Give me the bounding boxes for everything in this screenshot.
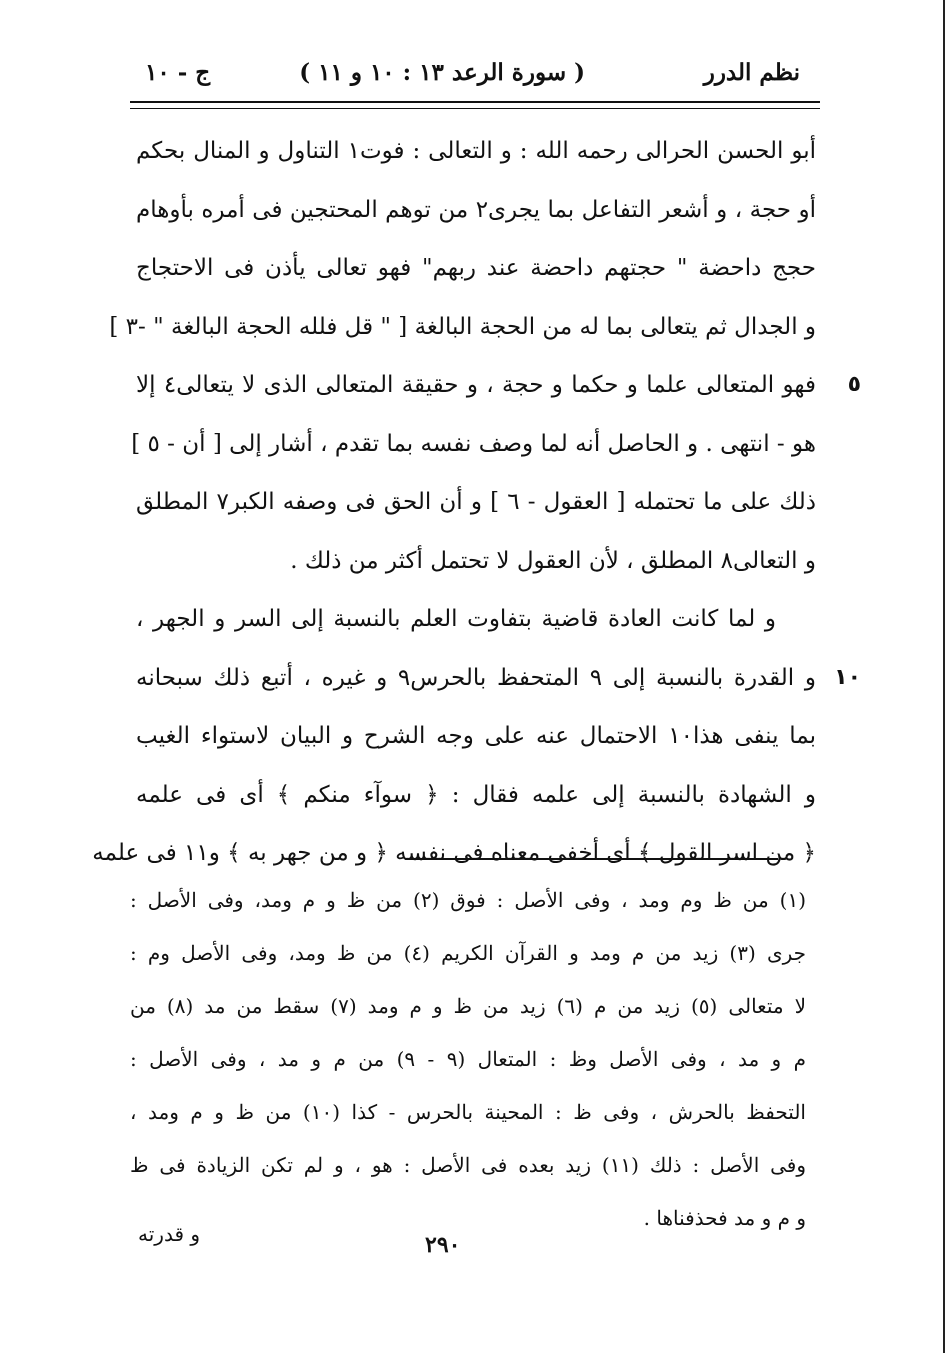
text-line-10 xyxy=(136,649,861,708)
text-line: و التعالى٨ المطلق ، لأن العقول لا تحتمل أكثر من ذلك . xyxy=(290,547,816,574)
footnote-separator xyxy=(405,858,778,860)
footnote-line: وفى الأصل : ذلك (١١) زيد بعده فى الأصل : هو ، و لم تكن الزيادة فى ظ xyxy=(130,1153,806,1177)
text-line: بما ينفى هذا١٠ الاحتمال عنه على وجه الشرح و البيان لاستواء الغيب xyxy=(136,723,817,749)
footnote-line: (١) من ظ وم ومد ، وفى الأصل : فوق (٢) من ظ و م ومد، وفى الأصل : xyxy=(130,888,807,912)
text-line-5 xyxy=(136,356,861,415)
volume-label: ج - ١٠ xyxy=(145,59,211,86)
footnote-line: م و مد ، وفى الأصل وظ : المتعال (٩ - ٩) من م و مد ، وفى الأصل : xyxy=(130,1047,806,1071)
running-header xyxy=(130,55,800,99)
header-rule-thin xyxy=(130,108,820,109)
line-number: ٥ xyxy=(847,372,861,397)
surah-reference: ( سورة الرعد ١٣ : ١٠ و ١١ ) xyxy=(299,59,585,86)
text-line: ﴿ من اسر القول ﴾ أى أخفى معناه فى نفسه ﴿ و من جهر به ﴾ و١١ فى علمه xyxy=(92,840,816,866)
catchword: و قدرته xyxy=(138,1222,201,1246)
text-line-content: و القدرة بالنسبة إلى ٩ المتحفظ بالحرس٩ و غيره ، أتبع ذلك سبحانه xyxy=(136,664,816,691)
text-line-content: فهو المتعالى علما و حكما و حجة ، و حقيقة المتعالى الذى لا يتعالى٤ إلا xyxy=(136,372,816,398)
footnote-line: التحفظ بالحرش ، وفى ظ : المحينة بالحرس - كذا (١٠) من ظ و م ومد ، xyxy=(130,1100,806,1124)
footnote-line: لا متعالى (٥) زيد من م (٦) زيد من ظ و م ومد (٧) سقط من مد (٨) من xyxy=(130,994,806,1018)
text-line: و لما كانت العادة قاضية بتفاوت العلم بالنسبة إلى السر و الجهر ، xyxy=(136,606,776,632)
text-line: و الجدال ثم يتعالى بما له من الحجة البالغة [ " قل فلله الحجة البالغة " -٣ ] xyxy=(109,313,816,340)
text-line: أبو الحسن الحرالى رحمه الله : و التعالى : فوت١ التناول و المنال بحكم xyxy=(136,138,817,164)
text-line: و الشهادة بالنسبة إلى علمه فقال : ﴿ سوآء منكم ﴾ أى فى علمه xyxy=(136,781,816,808)
main-text xyxy=(92,122,861,883)
footnotes xyxy=(130,874,806,1245)
footnote-line: جرى (٣) زيد من م ومد و القرآن الكريم (٤) من ظ ومد، وفى الأصل وم : xyxy=(130,941,806,965)
text-line: حجج داحضة " حجتهم داحضة عند ربهم" فهو تعالى يأذن فى الاحتجاج xyxy=(136,255,816,281)
text-line: ذلك على ما تحتمله [ العقول - ٦ ] و أن الحق فى وصفه الكبر٧ المطلق xyxy=(136,489,816,515)
page-edge-line xyxy=(943,0,945,1353)
book-title: نظم الدرر xyxy=(703,59,800,86)
page-number: ٢٩٠ xyxy=(425,1232,461,1258)
text-line: أو حجة ، و أشعر التفاعل بما يجرى٢ من توهم المحتجين فى أمره بأوهام xyxy=(136,196,817,223)
header-rule-thick xyxy=(130,101,820,103)
text-line: هو - انتهى . و الحاصل أنه لما وصف نفسه بما تقدم ، أشار إلى [ أن - ٥ ] xyxy=(131,430,816,457)
footnote-line: و م و مد فحذفناها . xyxy=(643,1206,806,1230)
line-number: ١٠ xyxy=(834,664,861,690)
